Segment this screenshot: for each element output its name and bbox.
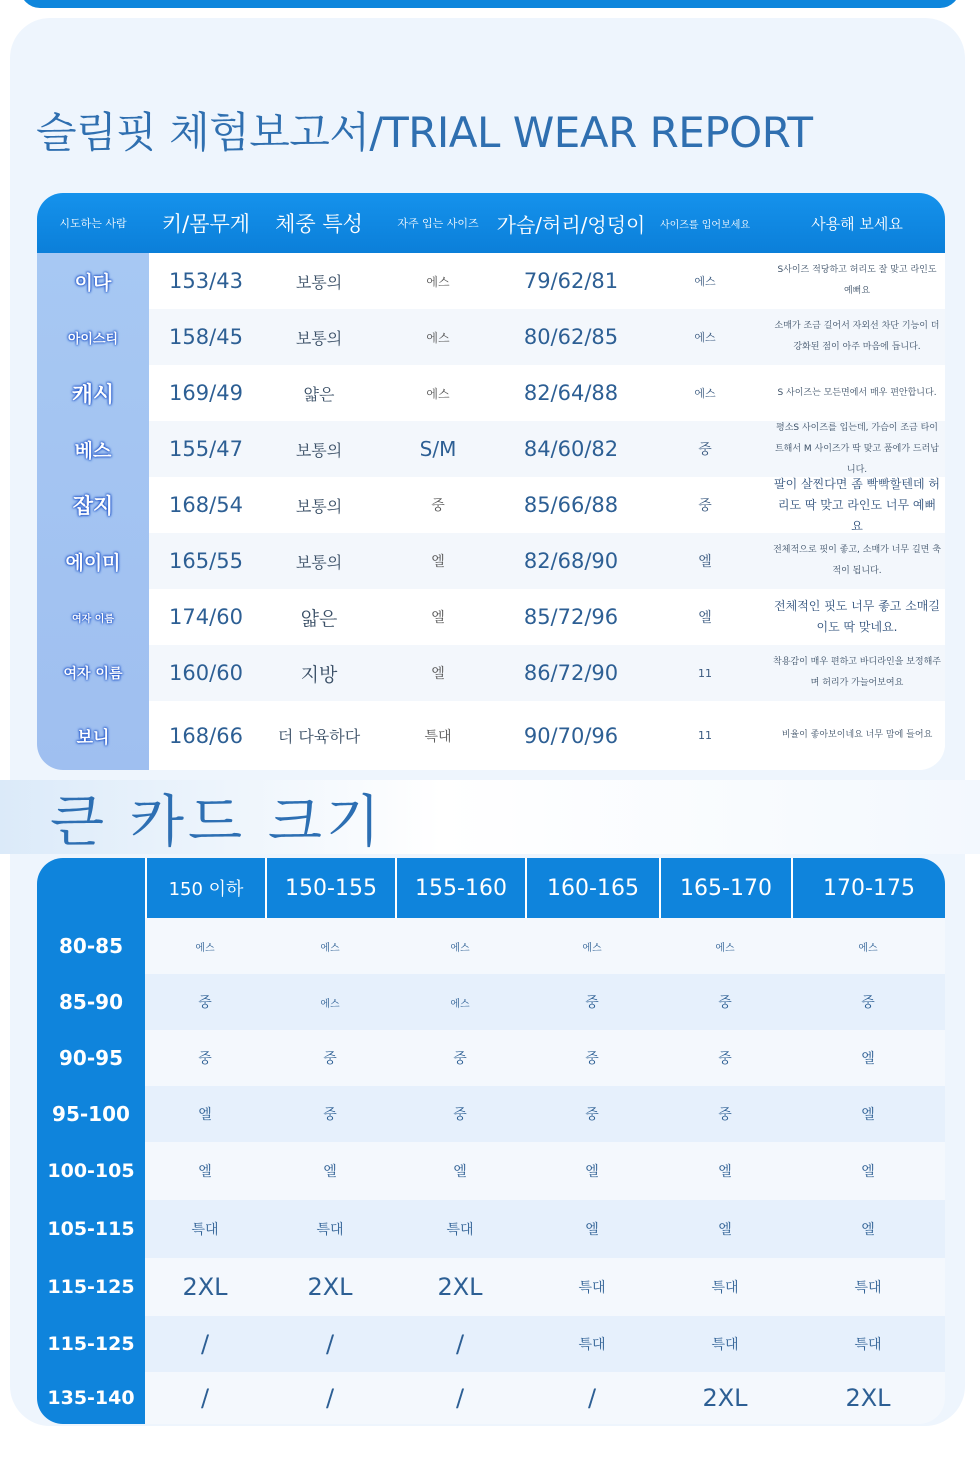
size-cell: /	[200, 1330, 210, 1358]
size-cell: 에스	[450, 942, 470, 954]
height-weight: 165/55	[169, 549, 243, 573]
weight-type: 보통의	[295, 440, 343, 460]
height-range-header: 150-155	[265, 858, 395, 918]
tester-name: 캐시	[71, 382, 115, 408]
size-cell: 중	[453, 1107, 467, 1123]
size-cell: 특대	[711, 1280, 739, 1296]
header-weight-type: 체중 특성	[275, 212, 363, 236]
header-measurements: 가슴/허리/엉덩이	[496, 212, 646, 237]
height-weight: 153/43	[169, 269, 243, 293]
size-cell: /	[325, 1330, 335, 1358]
tried-size: 11	[698, 729, 712, 742]
chest-range-header: 100-105	[47, 1160, 135, 1182]
tester-comment: 소매가 조금 길어서 자외선 차단 기능이 더 강화된 점이 아주 마음에 듭니다.	[774, 321, 940, 352]
tester-comment: S 사이즈는 모든면에서 매우 편안합니다.	[777, 387, 937, 398]
chest-range-header: 105-115	[47, 1218, 135, 1240]
tried-size: 에스	[694, 275, 716, 288]
size-cell: 2XL	[845, 1384, 891, 1412]
size-cell: 특대	[578, 1280, 606, 1296]
size-cell: 엘	[198, 1164, 212, 1180]
size-cell: 중	[198, 995, 212, 1011]
size-cell: 중	[718, 995, 732, 1011]
size-cell: 엘	[861, 1164, 875, 1180]
tester-comment: 비율이 좋아보이네요 너무 맘에 들어요	[781, 730, 933, 740]
size-cell: /	[325, 1384, 335, 1412]
measurements: 82/68/90	[523, 549, 619, 573]
header-comment: 사용해 보세요	[811, 214, 903, 233]
usual-size: 중	[431, 498, 445, 514]
header-usual-size: 자주 입는 사이즈	[397, 217, 479, 230]
size-cell: 중	[453, 1051, 467, 1067]
trial-row	[37, 589, 945, 645]
chest-range-header: 85-90	[59, 990, 123, 1014]
height-weight: 168/66	[169, 723, 243, 748]
size-cell: 엘	[718, 1164, 732, 1180]
weight-type: 지방	[300, 663, 338, 686]
weight-type: 얇은	[300, 607, 338, 630]
size-chart-title: 큰 카드 크기	[50, 790, 385, 855]
usual-size: 에스	[426, 274, 450, 289]
measurements: 82/64/88	[523, 381, 619, 405]
tester-comment: S사이즈 적당하고 허리도 잘 맞고 라인도 예뻐요	[777, 265, 937, 296]
trial-row	[37, 477, 945, 533]
tried-size: 11	[698, 666, 712, 680]
size-cell: 특대	[854, 1337, 882, 1353]
weight-type: 보통의	[295, 272, 343, 292]
size-cell: 특대	[711, 1337, 739, 1353]
chest-range-header: 115-125	[47, 1333, 135, 1355]
size-cell: 2XL	[702, 1384, 748, 1412]
size-cell: 중	[585, 1051, 599, 1067]
tester-comment: 전체적으로 핏이 좋고, 소매가 너무 길면 축적이 됩니다.	[773, 545, 941, 576]
size-cell: 중	[718, 1107, 732, 1123]
height-weight: 169/49	[169, 381, 243, 405]
size-cell: 엘	[861, 1051, 875, 1067]
size-cell: /	[587, 1384, 597, 1412]
size-cell: 에스	[858, 942, 878, 954]
size-cell: 특대	[854, 1280, 882, 1296]
size-cell: 에스	[450, 998, 470, 1010]
weight-type: 보통의	[295, 328, 343, 348]
height-weight: 174/60	[169, 605, 243, 629]
usual-size: 엘	[431, 610, 445, 626]
height-range-header: 170-175	[791, 858, 945, 918]
measurements: 84/60/82	[523, 437, 619, 461]
size-cell: 2XL	[182, 1273, 228, 1301]
trial-row	[37, 365, 945, 421]
tried-size: 엘	[698, 554, 712, 570]
chest-range-header: 95-100	[52, 1102, 130, 1126]
measurements: 86/72/90	[523, 661, 619, 685]
size-cell: 특대	[446, 1222, 474, 1238]
size-cell: 에스	[582, 942, 602, 954]
height-range-header: 165-170	[659, 858, 791, 918]
trial-report-title: 슬림핏 체험보고서/TRIAL WEAR REPORT	[36, 108, 813, 157]
height-range-header: 160-165	[525, 858, 659, 918]
tester-name: 여자 이름	[63, 666, 123, 682]
size-cell: 중	[198, 1051, 212, 1067]
height-range-header: 155-160	[395, 858, 525, 918]
tester-comment: 평소S 사이즈를 입는데, 가슴이 조금 타이트해서 M 사이즈가 딱 맞고 품에가 드러납니다.	[774, 422, 940, 475]
size-cell: 특대	[316, 1222, 344, 1238]
tried-size: 중	[698, 498, 712, 514]
usual-size: 엘	[431, 666, 445, 682]
usual-size: 엘	[431, 554, 445, 570]
measurements: 90/70/96	[523, 723, 619, 748]
tester-comment: 착용감이 매우 편하고 바디라인을 보정해주며 허리가 가늘어보여요	[773, 657, 941, 688]
weight-type: 얇은	[303, 384, 335, 404]
height-weight: 160/60	[169, 661, 243, 685]
measurements: 85/72/96	[523, 605, 619, 629]
size-cell: /	[200, 1384, 210, 1412]
chest-range-header: 135-140	[47, 1387, 135, 1409]
tester-name: 에이미	[65, 551, 121, 574]
size-cell: 에스	[320, 998, 340, 1010]
height-weight: 168/54	[169, 493, 243, 517]
size-cell: /	[455, 1384, 465, 1412]
trial-row	[37, 701, 945, 770]
size-cell: 2XL	[437, 1273, 483, 1301]
size-cell: 중	[323, 1107, 337, 1123]
chest-range-header: 90-95	[59, 1046, 123, 1070]
usual-size: 에스	[426, 330, 450, 345]
tried-size: 에스	[694, 331, 716, 344]
size-cell: 엘	[861, 1107, 875, 1123]
size-cell: 엘	[585, 1222, 599, 1238]
measurements: 80/62/85	[523, 325, 619, 349]
size-cell: 에스	[195, 942, 215, 954]
size-cell: 특대	[191, 1222, 219, 1238]
usual-size: 특대	[424, 728, 452, 745]
trial-table-header	[37, 193, 945, 253]
size-cell: 엘	[718, 1222, 732, 1238]
tester-name: 이다	[74, 271, 112, 294]
weight-type: 보통의	[295, 496, 343, 516]
trial-report-table	[37, 193, 945, 770]
tester-comment: 전체적인 핏도 너무 좋고 소매길이도 딱 맞네요.	[774, 599, 940, 634]
top-banner-edge	[20, 0, 960, 8]
tried-size: 엘	[698, 610, 712, 626]
tester-name: 아이스티	[67, 331, 119, 347]
measurements: 79/62/81	[523, 269, 619, 293]
height-range-header: 150 이하	[145, 858, 265, 918]
size-cell: 중	[585, 995, 599, 1011]
chest-range-header: 115-125	[47, 1276, 135, 1298]
tried-size: 중	[698, 442, 712, 458]
height-weight: 158/45	[169, 325, 243, 349]
size-cell: 중	[718, 1051, 732, 1067]
trial-row	[37, 309, 945, 365]
height-weight: 155/47	[169, 437, 243, 461]
trial-row	[37, 421, 945, 477]
tester-name: 베스	[74, 439, 112, 462]
size-cell: 엘	[198, 1107, 212, 1123]
usual-size: 에스	[426, 386, 450, 401]
measurements: 85/66/88	[523, 493, 619, 517]
size-cell: 중	[861, 995, 875, 1011]
weight-type: 더 다육하다	[277, 727, 361, 746]
tester-name: 잡지	[72, 494, 114, 518]
header-tried-size: 사이즈를 입어보세요	[659, 219, 751, 231]
usual-size: S/M	[419, 437, 457, 461]
tester-name: 보니	[76, 728, 110, 748]
header-height-weight: 키/몸무게	[161, 212, 251, 236]
size-cell: 에스	[715, 942, 735, 954]
weight-type: 보통의	[295, 552, 343, 572]
size-cell: 중	[323, 1051, 337, 1067]
size-cell: 엘	[323, 1164, 337, 1180]
size-cell: 엘	[861, 1222, 875, 1238]
size-cell: 에스	[320, 942, 340, 954]
tried-size: 에스	[694, 387, 716, 400]
chest-range-header: 80-85	[59, 934, 123, 958]
size-cell: 특대	[578, 1337, 606, 1353]
trial-row	[37, 533, 945, 589]
size-cell: 중	[585, 1107, 599, 1123]
size-cell: 엘	[453, 1164, 467, 1180]
tester-name: 여자 이름	[71, 613, 115, 625]
header-tester: 시도하는 사람	[59, 217, 127, 230]
trial-row	[37, 645, 945, 701]
size-cell: /	[455, 1330, 465, 1358]
trial-row	[37, 253, 945, 309]
tester-comment: 팔이 살찐다면 좀 빡빡할텐데 허리도 딱 맞고 라인도 너무 예뻐요	[774, 476, 940, 533]
size-chart-table	[37, 858, 945, 1424]
size-cell: 엘	[585, 1164, 599, 1180]
size-cell: 2XL	[307, 1273, 353, 1301]
